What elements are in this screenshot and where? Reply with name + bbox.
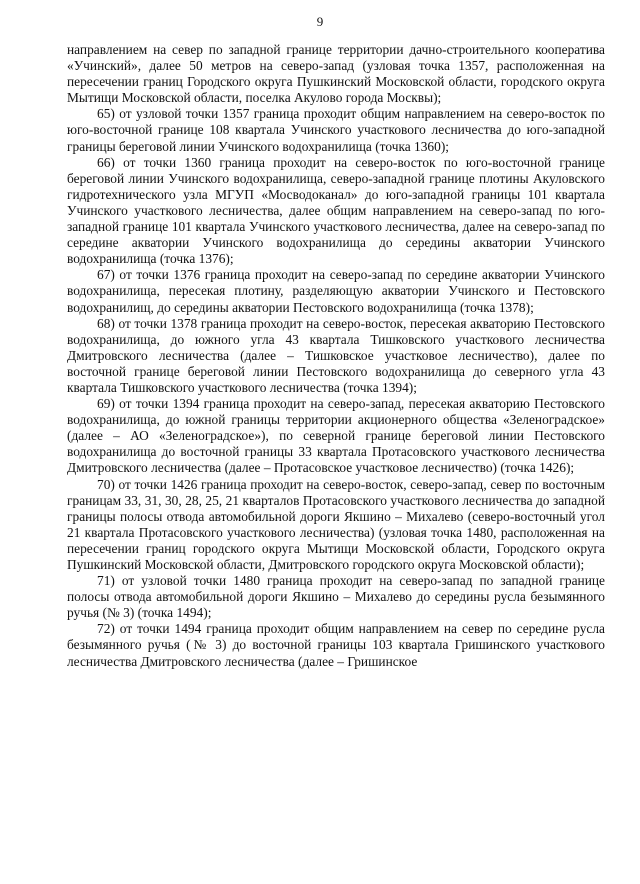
- paragraph-66: 66) от точки 1360 граница проходит на северо-восток по юго-восточной границе береговой линии Учинского водохранилища, северо-западной границе плотины Акуловского гидротехнического узла МГУП «Мосводоканал» до юго-западной границы 101 квартала Учинского участкового лесничества, далее общим направлением на северо-запад по юго-западной границе 101 квартала Учинского участкового лесничества, далее на северо-запад по середине акватории Учинского водохранилища до середины акватории Учинского водохранилища (точка 1376);: [67, 154, 605, 267]
- page-number: 9: [316, 14, 324, 29]
- paragraph-68: 68) от точки 1378 граница проходит на северо-восток, пересекая акваторию Пестовского водохранилища, до южного угла 43 квартала Тишковского участкового лесничества Дмитровского лесничества (далее – Тишковское участковое лесничество), далее по восточной границе береговой линии Пестовского водохранилища до северного угла 43 квартала Тишковского участкового лесничества (точка 1394);: [67, 315, 605, 395]
- paragraph-64-continuation: направлением на север по западной границе территории дачно-строительного кооператива «Учинский», далее 50 метров на северо-запад (узловая точка 1357, расположенная на пересечении границ Городского округа Пушкинский Московской области, городского округа Мытищи Московской области, поселка Акулово города Москвы);: [67, 42, 605, 106]
- paragraph-69: 69) от точки 1394 граница проходит на северо-запад, пересекая акваторию Пестовского водохранилища, до южной границы территории акционерного общества «Зеленоградское» (далее – АО «Зеленоградское»), по северной границе береговой линии Пестовского водохранилища до восточной границы 33 квартала Протасовского участкового лесничества Дмитровского лесничества (далее – Протасовское участковое лесничество) (точка 1426);: [67, 396, 605, 476]
- paragraph-72: 72) от точки 1494 граница проходит общим направлением на север по середине русла безымянного ручья (№ 3) до восточной границы 103 квартала Гришинского участкового лесничества Дмитровского лесничества (далее – Гришинское: [67, 621, 605, 669]
- paragraph-71: 71) от узловой точки 1480 граница проходит на северо-запад по западной границе полосы отвода автомобильной дороги Якшино – Михалево до середины русла безымянного ручья (№ 3) (точка 1494);: [67, 573, 605, 621]
- paragraph-65: 65) от узловой точки 1357 граница проходит общим направлением на северо-восток по юго-восточной границе 108 квартала Учинского участкового лесничества до юго-западной границы береговой линии Учинского водохранилища (точка 1360);: [67, 106, 605, 154]
- paragraph-70: 70) от точки 1426 граница проходит на северо-восток, северо-запад, север по восточным границам 33, 31, 30, 28, 25, 21 кварталов Протасовского участкового лесничества до западной границы полосы отвода автомобильной дороги Якшино – Михалево (северо-восточный угол 21 квартала Протасовского участкового лесничества) (узловая точка 1480, расположенная на пересечении границ городского округа Мытищи Московской области, Городского округа Пушкинский Московской области, Дмитровского городского округа Московской области);: [67, 476, 605, 572]
- document-body: [67, 42, 605, 670]
- paragraph-67: 67) от точки 1376 граница проходит на северо-запад по середине акватории Учинского водохранилища, пересекая плотину, разделяющую акватории Учинского и Пестовского водохранилищ, до середины акватории Пестовского водохранилища (точка 1378);: [67, 267, 605, 315]
